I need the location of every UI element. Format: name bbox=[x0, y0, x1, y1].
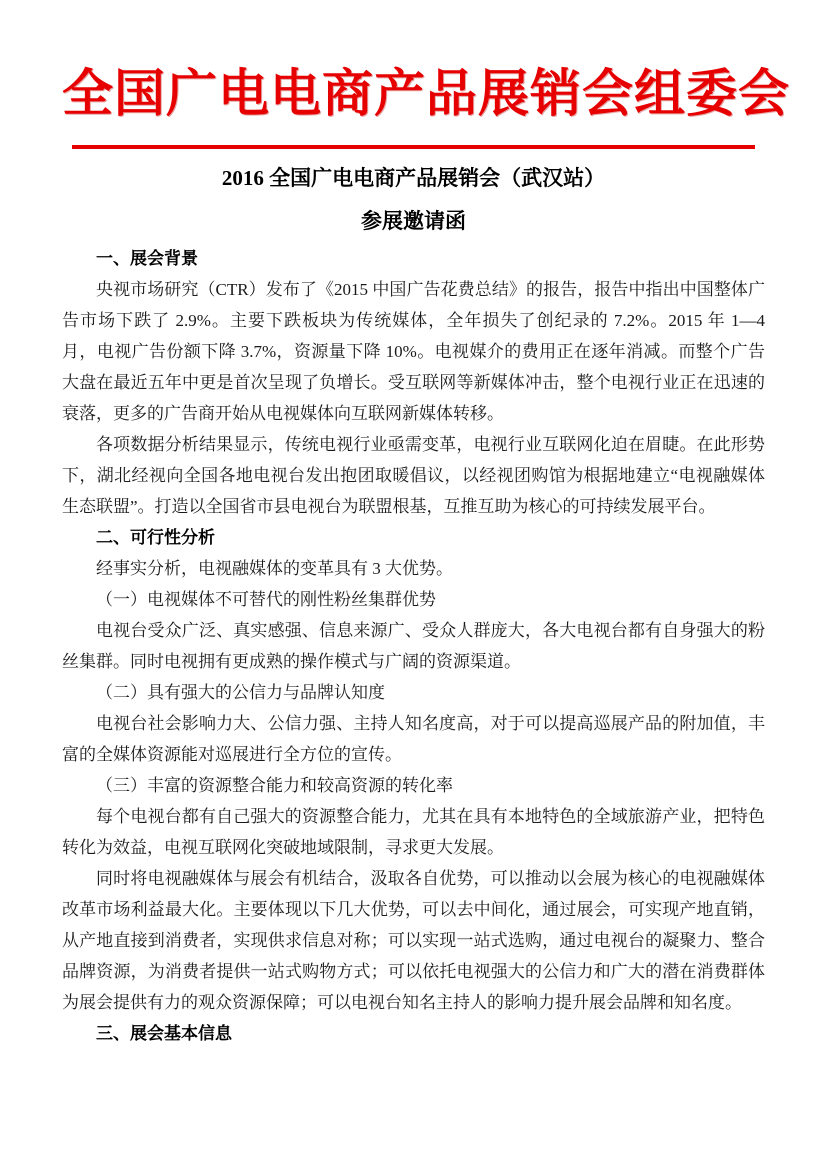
section-heading: 二、可行性分析 bbox=[96, 528, 215, 548]
paragraph: 同时将电视融媒体与展会有机结合，汲取各自优势，可以推动以会展为核心的电视融媒体改革市场利益最大化。主要体现以下几大优势，可以去中间化，通过展会，可实现产地直销，从产地直接到消费者，实现供求信息对称；可以实现一站式选购，通过电视台的凝聚力、整合品牌资源，为消费者提供一站式购物方式；可以依托电视强大的公信力和广大的潜在消费群体为展会提供有力的观众资源保障；可以电视台知名主持人的影响力提升展会品牌和知名度。 bbox=[62, 869, 765, 1013]
sub-heading: （二）具有强大的公信力与品牌认知度 bbox=[96, 683, 385, 703]
paragraph: 经事实分析，电视融媒体的变革具有 3 大优势。 bbox=[96, 559, 453, 579]
org-title: 全国广电电商产品展销会组委会 bbox=[62, 67, 791, 123]
paragraph: 电视台社会影响力大、公信力强、主持人知名度高，对于可以提高巡展产品的附加值，丰富的全媒体资源能对巡展进行全方位的宣传。 bbox=[62, 714, 765, 765]
section-heading: 一、展会背景 bbox=[96, 249, 198, 269]
doc-subtitle: 参展邀请函 bbox=[361, 208, 466, 233]
section-heading: 三、展会基本信息 bbox=[96, 1024, 232, 1044]
section-background bbox=[62, 243, 765, 522]
doc-title: 2016 全国广电电商产品展销会（武汉站） bbox=[221, 165, 606, 190]
paragraph: 每个电视台都有自己强大的资源整合能力，尤其在具有本地特色的全域旅游产业，把特色转化为效益，电视互联网化突破地域限制，寻求更大发展。 bbox=[62, 807, 765, 858]
section-basic-info bbox=[62, 1018, 765, 1049]
sub-heading: （三）丰富的资源整合能力和较高资源的转化率 bbox=[96, 776, 453, 796]
sub-heading: （一）电视媒体不可替代的刚性粉丝集群优势 bbox=[96, 590, 436, 610]
paragraph: 电视台受众广泛、真实感强、信息来源广、受众人群庞大，各大电视台都有自身强大的粉丝集群。同时电视拥有更成熟的操作模式与广阔的资源渠道。 bbox=[62, 621, 765, 672]
paragraph: 各项数据分析结果显示，传统电视行业亟需变革，电视行业互联网化迫在眉睫。在此形势下，湖北经视向全国各地电视台发出抱团取暖倡议，以经视团购馆为根据地建立“电视融媒体生态联盟”。打造以全国省市县电视台为联盟根基，互推互助为核心的可持续发展平台。 bbox=[62, 435, 765, 517]
paragraph: 央视市场研究（CTR）发布了《2015 中国广告花费总结》的报告，报告中指出中国整体广告市场下跌了 2.9%。主要下跌板块为传统媒体，全年损失了创纪录的 7.2%。2015 年 1—4 月，电视广告份额下降 3.7%，资源量下降 10%。电视媒介的费用正在逐年消减。而整个广告大盘在最近五年中更是首次呈现了负增长。受互联网等新媒体冲击，整个电视行业正在迅速的衰落，更多的广告商开始从电视媒体向互联网新媒体转移。 bbox=[62, 280, 765, 424]
document-body bbox=[62, 243, 765, 1049]
section-feasibility bbox=[62, 522, 765, 1018]
header-divider-rule bbox=[72, 145, 755, 149]
